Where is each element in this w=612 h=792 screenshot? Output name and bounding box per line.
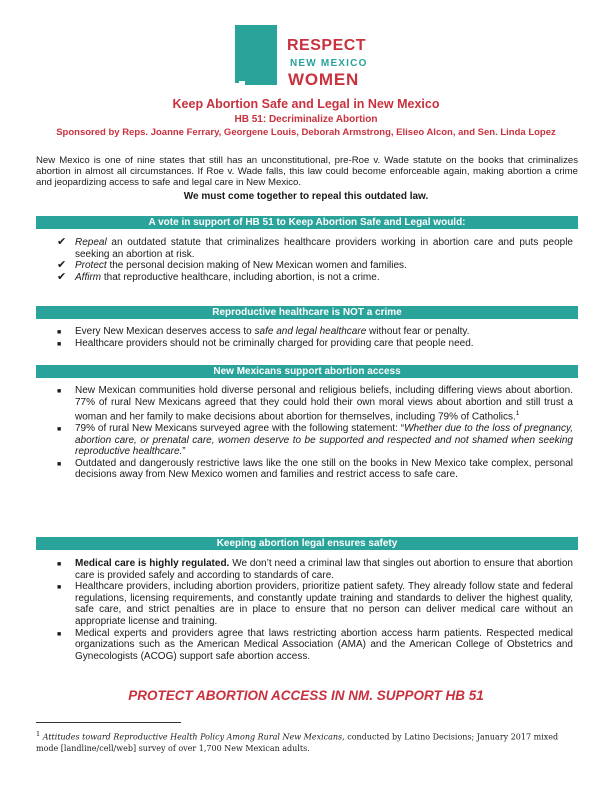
logo-line-2: NEW MEXICO	[290, 58, 368, 69]
closing-call-to-action: PROTECT ABORTION ACCESS IN NM. SUPPORT HB 51	[128, 688, 484, 703]
list-item: ✔ Affirm that reproductive healthcare, including abortion, is not a crime.	[57, 270, 380, 283]
list-item: ■ Medical experts and providers agree that laws restricting abortion access harm patients. Respected medical organizations such as the American Medical Association (AMA) and the American College of Obstetrics and Gynecologists (ACOG) support safe abortion access.	[57, 627, 573, 662]
list-item: ■ Outdated and dangerously restrictive laws like the one still on the books in New Mexico take complex, personal decisions away from New Mexico women and families and restrict access to safe care.	[57, 457, 573, 481]
list-item: ■ 79% of rural New Mexicans surveyed agree with the following statement: “Whether due to the loss of pregnancy, abortion care, or prenatal care, women deserve to be supported and respected and not shamed when seeking reproductive healthcare.”	[57, 423, 573, 458]
checkmark-icon: ✔	[57, 236, 67, 248]
checkmark-icon: ✔	[57, 259, 67, 272]
page-title: Keep Abortion Safe and Legal in New Mexico	[172, 97, 440, 111]
footnote-divider	[36, 722, 181, 723]
new-mexico-map-icon	[233, 25, 279, 85]
bullet-icon: ■	[57, 561, 62, 568]
list-item: ✔ Protect the personal decision making of New Mexican women and families.	[57, 259, 407, 272]
bullet-icon: ■	[57, 460, 62, 468]
footnote-ref: 1	[515, 410, 520, 418]
bullet-icon: ■	[57, 426, 62, 434]
bullet-icon: ■	[57, 630, 62, 638]
bullet-icon: ■	[57, 329, 62, 336]
checkmark-icon: ✔	[57, 270, 67, 283]
list-item: ■ New Mexican communities hold diverse personal and religious beliefs, including differing views about abortion. 77% of rural New Mexicans agreed that they could hold their own moral views about abortion and still trust a woman and her family to make decisions about abortion for themselves, including 79% of Catholics.$^1$	[57, 385, 573, 423]
section-heading-not-a-crime: Reproductive healthcare is NOT a crime	[36, 306, 578, 319]
list-item: ■ Healthcare providers, including abortion providers, prioritize patient safety. They already follow state and federal regulations, licensing requirements, and constantly update training and standards to deliver the highest quality, safe care, and strict penalties are in place to ensure that no person can deliver medical care without an appropriate license and training.	[57, 581, 573, 627]
list-item: ✔ Repeal an outdated statute that criminalizes healthcare providers working in abortion care and puts people seeking an abortion at risk.	[57, 236, 573, 260]
section-heading-vote: A vote in support of HB 51 to Keep Abortion Safe and Legal would:	[36, 216, 578, 229]
vote-list	[57, 237, 573, 283]
bullet-icon: ■	[57, 388, 62, 395]
intro-paragraph: New Mexico is one of nine states that still has an unconstitutional, pre-Roe v. Wade statute on the books that criminalizes abortion in almost all circumstances. If Roe v. Wade falls, this law could become enforceable again, making abortion a crime and jeopardizing access to safe and legal care in New Mexico.	[36, 155, 578, 189]
call-to-action-line: We must come together to repeal this outdated law.	[183, 191, 429, 202]
list-item: ■ Healthcare providers should not be criminally charged for providing care that people need.	[57, 337, 474, 349]
footnote: $^1$ Attitudes toward Reproductive Health Policy Among Rural New Mexicans, conducted by Latino Decisions; January 2017 mixed mode [landline/cell/web] survey of over 1,700 New Mexican adults.	[36, 730, 559, 753]
list-item: ■ Medical care is highly regulated. We don’t need a criminal law that singles out abortion to ensure that abortion care is provided safely and according to standards of care.	[57, 558, 573, 581]
section-heading-safety: Keeping abortion legal ensures safety	[36, 537, 578, 550]
list-item: ■ Every New Mexican deserves access to safe and legal healthcare without fear or penalty.	[57, 326, 470, 337]
safety-list	[57, 558, 573, 662]
bullet-icon: ■	[57, 584, 62, 592]
support-list	[57, 385, 573, 481]
sponsors-line: Sponsored by Reps. Joanne Ferrary, Georgene Louis, Deborah Armstrong, Eliseo Alcon, and Sen. Linda Lopez	[56, 127, 556, 138]
logo-line-1: RESPECT	[287, 37, 367, 54]
logo	[233, 22, 563, 92]
page-subtitle: HB 51: Decriminalize Abortion	[234, 114, 378, 125]
not-a-crime-list	[57, 326, 573, 349]
logo-line-3: WOMEN	[288, 70, 360, 89]
section-heading-support: New Mexicans support abortion access	[36, 365, 578, 378]
bullet-icon: ■	[57, 340, 62, 348]
